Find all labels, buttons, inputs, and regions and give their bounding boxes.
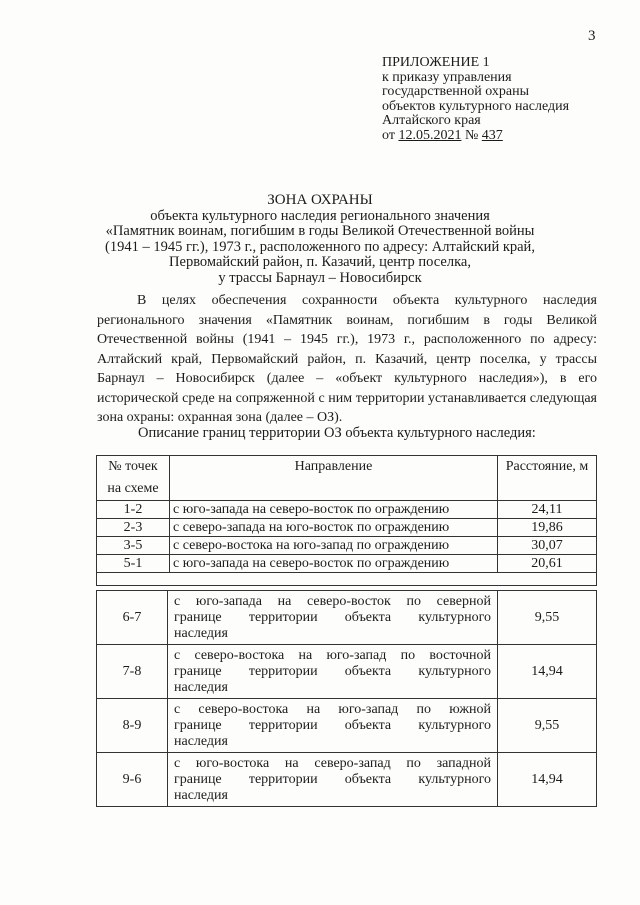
cell-direction: [168, 699, 498, 753]
cell-direction: с юго-запада на северо-восток по ограждению: [170, 555, 498, 573]
table-row: [97, 537, 597, 555]
cell-direction: [168, 645, 498, 699]
cell-distance: 9,55: [498, 699, 597, 753]
table-spacer-row: [97, 573, 597, 586]
direction-line: с юго-востока на северо-запад по западной: [174, 755, 491, 771]
cell-direction: [168, 753, 498, 807]
header-points: № точек на схеме: [97, 456, 170, 501]
table-row: [97, 645, 597, 699]
appendix-line: к приказу управления: [382, 69, 512, 85]
order-date: 12.05.2021: [398, 127, 462, 143]
order-number: 437: [481, 127, 503, 143]
header-distance: Расстояние, м: [498, 456, 597, 501]
cell-distance: 9,55: [498, 591, 597, 645]
table-row: [97, 501, 597, 519]
heading-line: (1941 – 1945 гг.), 1973 г., расположенного по адресу: Алтайский край,: [105, 238, 535, 255]
cell-points: 6-7: [97, 591, 168, 645]
heading-title: ЗОНА ОХРАНЫ: [267, 192, 373, 208]
table-row: [97, 699, 597, 753]
cell-distance: 14,94: [498, 753, 597, 807]
table-caption: Описание границ территории ОЗ объекта культурного наследия:: [138, 425, 536, 441]
heading-line: «Памятник воинам, погибшим в годы Великой Отечественной войны: [105, 223, 535, 239]
cell-distance: 14,94: [498, 645, 597, 699]
boundary-table-2: [96, 590, 597, 807]
document-heading: [0, 193, 640, 286]
cell-points: 1-2: [97, 501, 170, 519]
appendix-line: Алтайского края: [382, 113, 481, 128]
direction-line: границе территории объекта культурного: [174, 717, 491, 733]
spacer-cell: [97, 573, 597, 586]
cell-points: 7-8: [97, 645, 168, 699]
direction-line: границе территории объекта культурного: [174, 663, 491, 679]
direction-line: наследия: [174, 787, 228, 803]
appendix-line: объектов культурного наследия: [382, 98, 570, 114]
table-header-row: [97, 456, 597, 501]
heading-line: объекта культурного наследия регионального значения: [150, 207, 490, 224]
cell-distance: 20,61: [498, 555, 597, 573]
cell-points: 2-3: [97, 519, 170, 537]
heading-line: Первомайский район, п. Казачий, центр поселка,: [169, 254, 471, 270]
body-paragraph: В целях обеспечения сохранности объекта культурного наследия регионального значения «Памятник воинам, погибшим в годы Великой Отечественной войны (1941 – 1945 гг.), 1973 г., расположенного по адресу: Алтайский край, Первомайский район, п. Казачий, центр поселка, у трассы Барнаул – Новосибирск (далее – «объект культурного наследия»), в его исторической среде на сопряженной с ним территории устанавливается следующая зона охраны: охранная зона (далее – ОЗ).: [97, 293, 597, 425]
appendix-date-line: [382, 129, 569, 144]
cell-distance: 24,11: [498, 501, 597, 519]
direction-line: с северо-востока на юго-запад по восточной: [174, 647, 491, 663]
cell-points: 5-1: [97, 555, 170, 573]
heading-line: у трассы Барнаул – Новосибирск: [218, 269, 422, 286]
header-direction: Направление: [170, 456, 498, 501]
cell-points: 9-6: [97, 753, 168, 807]
table-row: [97, 519, 597, 537]
appendix-title: ПРИЛОЖЕНИЕ 1: [382, 55, 490, 70]
cell-direction: с юго-запада на северо-восток по ограждению: [170, 501, 498, 519]
cell-direction: с северо-запада на юго-восток по ограждению: [170, 519, 498, 537]
cell-points: 3-5: [97, 537, 170, 555]
direction-line: с юго-запада на северо-восток по северной: [174, 593, 491, 609]
number-prefix: №: [461, 127, 482, 143]
table-row: [97, 555, 597, 573]
cell-direction: [168, 591, 498, 645]
direction-line: наследия: [174, 679, 228, 695]
direction-line: границе территории объекта культурного: [174, 771, 491, 787]
table-row: [97, 753, 597, 807]
page-number: 3: [588, 28, 596, 44]
appendix-line: государственной охраны: [382, 84, 530, 99]
cell-points: 8-9: [97, 699, 168, 753]
boundary-table-1: [96, 455, 597, 586]
table-row: [97, 591, 597, 645]
cell-direction: с северо-востока на юго-запад по ограждению: [170, 537, 498, 555]
date-prefix: от: [382, 127, 399, 143]
cell-distance: 19,86: [498, 519, 597, 537]
direction-line: наследия: [174, 625, 228, 641]
direction-line: наследия: [174, 733, 228, 749]
cell-distance: 30,07: [498, 537, 597, 555]
direction-line: с северо-востока на юго-запад по южной: [174, 701, 491, 717]
direction-line: границе территории объекта культурного: [174, 609, 491, 625]
appendix-block: [382, 56, 569, 143]
